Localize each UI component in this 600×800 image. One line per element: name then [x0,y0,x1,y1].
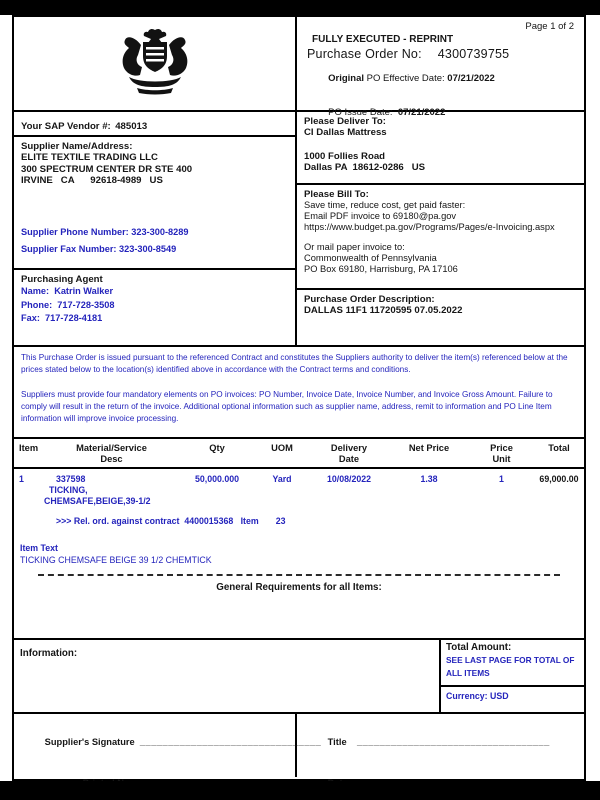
purchasing-agent-label: Purchasing Agent [21,274,103,285]
total-amount-note-1: SEE LAST PAGE FOR TOTAL OF [446,655,575,665]
bottom-letterbox-bar [0,781,600,800]
bill-to-box [297,185,584,290]
signature-row [14,714,584,777]
po-issue-date-line: PO Issue Date: 07/21/2022 [328,107,446,118]
emblem-cell [14,17,297,110]
header-info [297,17,584,118]
item-text-value: TICKING CHEMSAFE BEIGE 39 1/2 CHEMTICK [20,555,212,565]
col-header-material: Material/Service Desc [76,443,147,464]
information-row [14,640,584,714]
pennsylvania-coat-of-arms-icon [107,27,203,100]
purchase-order-page [12,15,586,781]
col-header-price-unit: Price Unit [490,443,513,464]
agent-name: Name: Katrin Walker [21,286,114,296]
parties-section [14,112,584,347]
item-price-unit: 1 [499,474,504,484]
line-items-section [14,439,584,640]
supplier-name: ELITE TEXTILE TRADING LLC [21,152,158,163]
col-header-total: Total [548,443,570,453]
supplier-box [14,137,295,270]
po-description-box [297,290,584,345]
agent-fax: Fax: 717-728-4181 [21,313,103,323]
bill-to-line-4: Or mail paper invoice to: [304,242,405,252]
supplier-fax: Supplier Fax Number: 323-300-8549 [21,243,177,254]
total-amount-note-2: ALL ITEMS [446,667,490,678]
po-description-label: Purchase Order Description: [304,294,435,305]
supplier-label: Supplier Name/Address: [21,141,133,152]
po-number: 4300739755 [437,47,510,61]
sap-vendor-label: Your SAP Vendor #: [21,121,111,132]
po-status: FULLY EXECUTED - REPRINT [312,34,454,45]
items-table-header [14,439,584,469]
item-uom: Yard [272,474,292,484]
terms-section [14,347,584,439]
col-header-item: Item [19,443,39,453]
po-description-value: DALLAS 11F1 11720595 07.05.2022 [304,305,463,316]
contract-release-note: >>> Rel. ord. against contract 4400015368 Item 23 [56,516,286,526]
po-number-line [307,47,576,61]
supplier-address-1: 300 SPECTRUM CENTER DR STE 400 [21,163,193,175]
table-row [14,469,584,507]
terms-paragraph-1: This Purchase Order is issued pursuant to the referenced Contract and constitutes the Suppliers authority to deliver the item(s) referenced below at the prices stated below to the location(s) identified above in accordance with the Contract terms and conditions. [21,353,568,375]
dashed-separator [38,574,560,576]
terms-paragraph-2: Suppliers must provide four mandatory elements on PO invoices: PO Number, Invoice Date, Invoice Number, and Invoice Gross Amount. Failure to comply will result in the return of the invoice. Additional optional information such as supplier name, address, remit to information and PO Line Item information will improve invoice processing. [21,389,553,424]
title-blank: __________________________________ [356,737,550,747]
item-delivery-date: 10/08/2022 [326,474,372,484]
item-number: 1 [19,474,24,484]
currency-value: Currency: USD [446,691,509,701]
col-header-net-price: Net Price [408,443,450,453]
supplier-signature-box [14,714,322,777]
item-text-label: Item Text [20,543,58,553]
bill-to-label: Please Bill To: [304,189,369,200]
item-qty: 50,000.000 [194,474,240,484]
page-number: Page 1 of 2 [525,21,574,32]
general-requirements-heading: General Requirements for all Items: [216,582,382,593]
bill-to-line-1: Save time, reduce cost, get paid faster: [304,200,466,210]
supplier-address-2: IRVINE CA 92618-4989 US [21,175,163,186]
bill-to-email: Email PDF invoice to 69180@pa.gov [304,211,457,221]
bill-to-line-6: PO Box 69180, Harrisburg, PA 17106 [304,264,458,274]
sap-vendor-box [14,112,295,137]
col-header-qty: Qty [209,443,225,453]
item-material: 337598 TICKING, CHEMSAFE,BEIGE,39-1/2 [44,474,151,506]
bill-to-url: https://www.budget.pa.gov/Programs/Pages/e-Invoicing.aspx [304,222,555,232]
col-header-uom: UOM [271,443,293,453]
supplier-signature-line: Supplier's Signature ________________________________ [44,737,322,747]
col-header-delivery: Delivery Date [330,443,368,464]
item-total: 69,000.00 [539,474,579,484]
po-effective-date-line: Original PO Effective Date: 07/21/2022 [328,73,495,84]
top-letterbox-bar [0,0,600,15]
deliver-to-address-2: Dallas PA 18612-0286 US [304,162,426,173]
agent-phone: Phone: 717-728-3508 [21,299,115,310]
information-box [14,640,441,712]
deliver-to-label: Please Deliver To: [304,116,386,127]
item-net-price: 1.38 [420,474,438,484]
title-date-box [297,714,584,777]
purchasing-agent-box [14,270,295,345]
title-line: Title __________________________________ [327,737,550,747]
po-issue-date: 07/21/2022 [397,107,446,118]
sap-vendor-number: 485013 [115,121,148,132]
total-amount-label: Total Amount: [446,642,512,653]
po-number-label: Purchase Order No: [307,47,422,61]
deliver-to-address-1: 1000 Follies Road [304,150,386,162]
total-amount-box [441,640,584,712]
deliver-to-name: CI Dallas Mattress [304,127,387,138]
information-label: Information: [20,648,78,659]
supplier-phone: Supplier Phone Number: 323-300-8289 [21,226,189,237]
supplier-signature-blank: ________________________________ [139,737,322,747]
bill-to-line-5: Commonwealth of Pennsylvania [304,253,437,263]
header-row [14,17,584,118]
po-effective-date: 07/21/2022 [447,73,495,84]
